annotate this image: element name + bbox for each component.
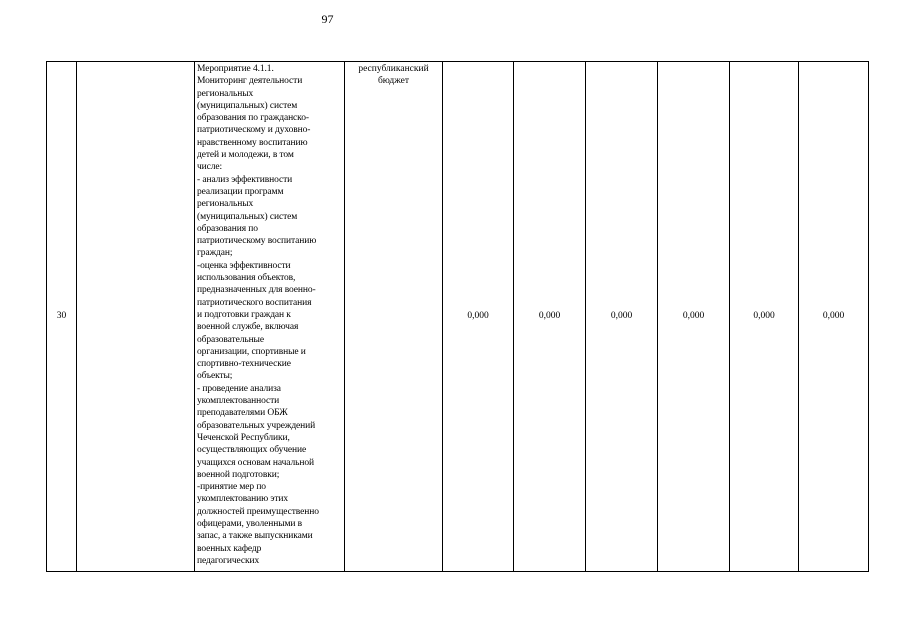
table-row [47, 62, 869, 572]
funding-source-cell [345, 62, 443, 572]
program-table [46, 61, 869, 572]
value-cell-6: 0,000 [799, 62, 869, 572]
page-number: 97 [321, 12, 334, 26]
value-cell-4: 0,000 [658, 62, 730, 572]
description-cell [195, 62, 345, 572]
value-cell-3: 0,000 [586, 62, 658, 572]
funding-source-text: республиканский бюджет [358, 64, 429, 87]
value-cell-5: 0,000 [730, 62, 799, 572]
value-cell-2: 0,000 [514, 62, 586, 572]
measure-description: Мероприятие 4.1.1. Мониторинг деятельности региональных (муниципальных) систем образования по гражданско- патриотическому и духовно- нравственному воспитанию детей и молодежи, в том числе: - анализ эффективности реализации программ региональных (муниципальных) систем образования по патриотическому воспитанию граждан; -оценка эффективности использования объектов, предназначенных для военно- патриотического воспитания и подготовки граждан к военной службе, включая образовательные организации, спортивные и спортивно-технические объекты; - проведение анализа укомплектованности преподавателями ОБЖ образовательных учреждений Чеченской Республики, осуществляющих обучение учащихся основам начальной военной подготовки; -принятие мер по укомплектованию этих должностей преимущественно офицерами, уволенными в запас, а также выпускниками военных кафедр педагогических [197, 64, 319, 566]
responsible-cell [77, 62, 195, 572]
value-cell-1: 0,000 [443, 62, 514, 572]
row-number-cell: 30 [47, 62, 77, 572]
